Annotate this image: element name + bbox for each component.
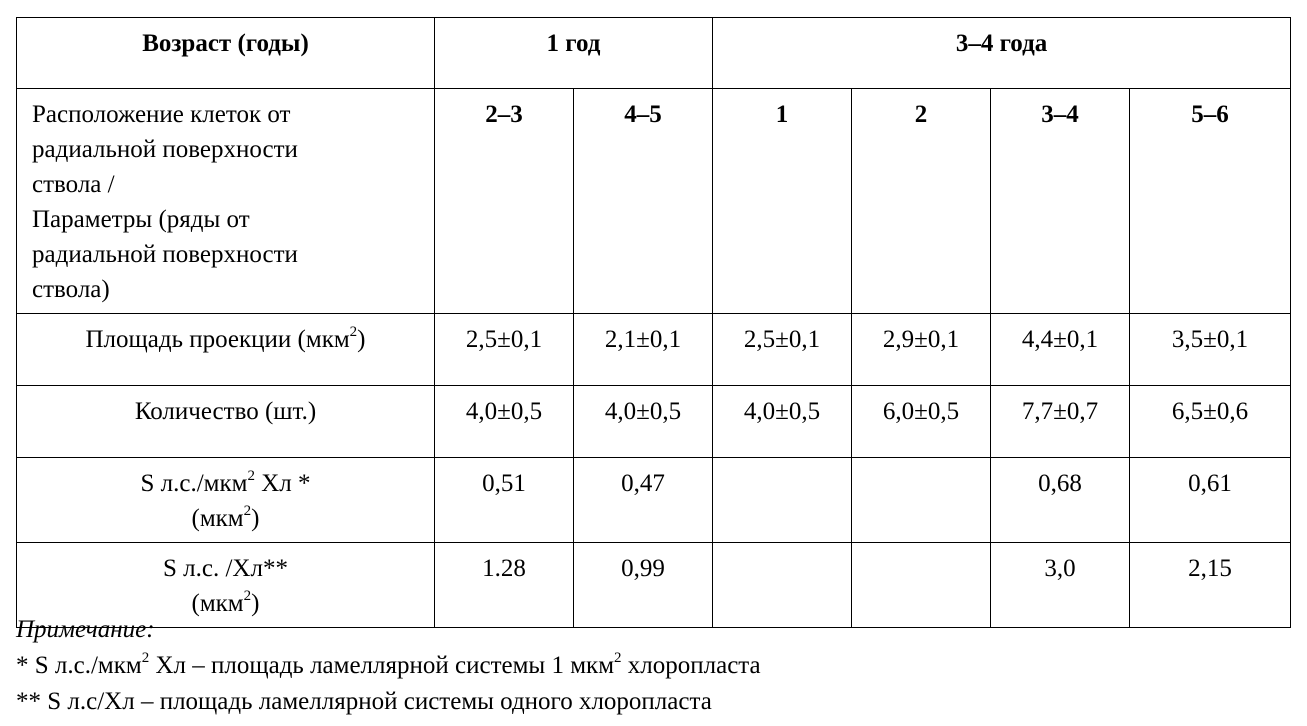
table-cell: 4,0±0,5 — [713, 386, 852, 458]
table-cell: 2,15 — [1130, 543, 1291, 628]
table-row-count — [17, 386, 1291, 458]
table-cell: 2,5±0,1 — [713, 314, 852, 386]
position-label-line: Расположение клеток от — [32, 101, 291, 128]
table-cell: 3,0 — [991, 543, 1130, 628]
position-col-header: 3–4 — [991, 89, 1130, 314]
table-cell: 6,5±0,6 — [1130, 386, 1291, 458]
position-label-line: радиальной поверхности — [32, 136, 298, 163]
note-line-1: * S л.с./мкм$^2$ Хл – площадь ламеллярной системы 1 мкм$^2$ хлоропласта — [16, 649, 761, 679]
table-cell: 0,47 — [574, 458, 713, 543]
position-col-header: 5–6 — [1130, 89, 1291, 314]
position-label-line: ствола / — [32, 171, 115, 198]
position-col-header: 1 — [713, 89, 852, 314]
table-cell: 4,0±0,5 — [435, 386, 574, 458]
group-3-4-years-header: 3–4 года — [713, 18, 1291, 89]
row-label-cell: Площадь проекции (мкм$^2$) — [17, 314, 435, 386]
table-cell: 0,68 — [991, 458, 1130, 543]
notes-title: Примечание: — [16, 616, 155, 643]
table-cell: 0,51 — [435, 458, 574, 543]
position-col-header: 4–5 — [574, 89, 713, 314]
note-line-2: ** S л.с/Хл – площадь ламеллярной системы одного хлоропласта — [16, 688, 712, 715]
position-label-line: радиальной поверхности — [32, 241, 298, 268]
table-cell: 4,0±0,5 — [574, 386, 713, 458]
table-cell: 4,4±0,1 — [991, 314, 1130, 386]
table-row-projection-area — [17, 314, 1291, 386]
table-cell: 6,0±0,5 — [852, 386, 991, 458]
row-label-cell: Количество (шт.) — [17, 386, 435, 458]
table-row-lamellar-per-um2 — [17, 458, 1291, 543]
position-col-header: 2–3 — [435, 89, 574, 314]
table-cell — [852, 543, 991, 628]
data-table — [16, 17, 1291, 628]
row-label-cell: S л.с. /Хл** (мкм$^2$) — [17, 543, 435, 628]
row-label-cell: S л.с./мкм$^2$ Хл * (мкм$^2$) — [17, 458, 435, 543]
position-label-line: Параметры (ряды от — [32, 206, 250, 233]
table-cell: 2,5±0,1 — [435, 314, 574, 386]
table-cell: 7,7±0,7 — [991, 386, 1130, 458]
table-cell: 1.28 — [435, 543, 574, 628]
table-cell: 0,61 — [1130, 458, 1291, 543]
age-header-cell: Возраст (годы) — [17, 18, 435, 89]
table-cell — [852, 458, 991, 543]
table-cell — [713, 458, 852, 543]
position-label-cell — [17, 89, 435, 314]
position-row — [17, 89, 1291, 314]
table-cell: 2,1±0,1 — [574, 314, 713, 386]
table-notes — [16, 612, 761, 720]
position-label-line: ствола) — [32, 276, 110, 303]
group-1-year-header: 1 год — [435, 18, 713, 89]
table-cell: 3,5±0,1 — [1130, 314, 1291, 386]
table-cell: 2,9±0,1 — [852, 314, 991, 386]
table-header-row — [17, 18, 1291, 89]
position-col-header: 2 — [852, 89, 991, 314]
table-cell: 0,99 — [574, 543, 713, 628]
